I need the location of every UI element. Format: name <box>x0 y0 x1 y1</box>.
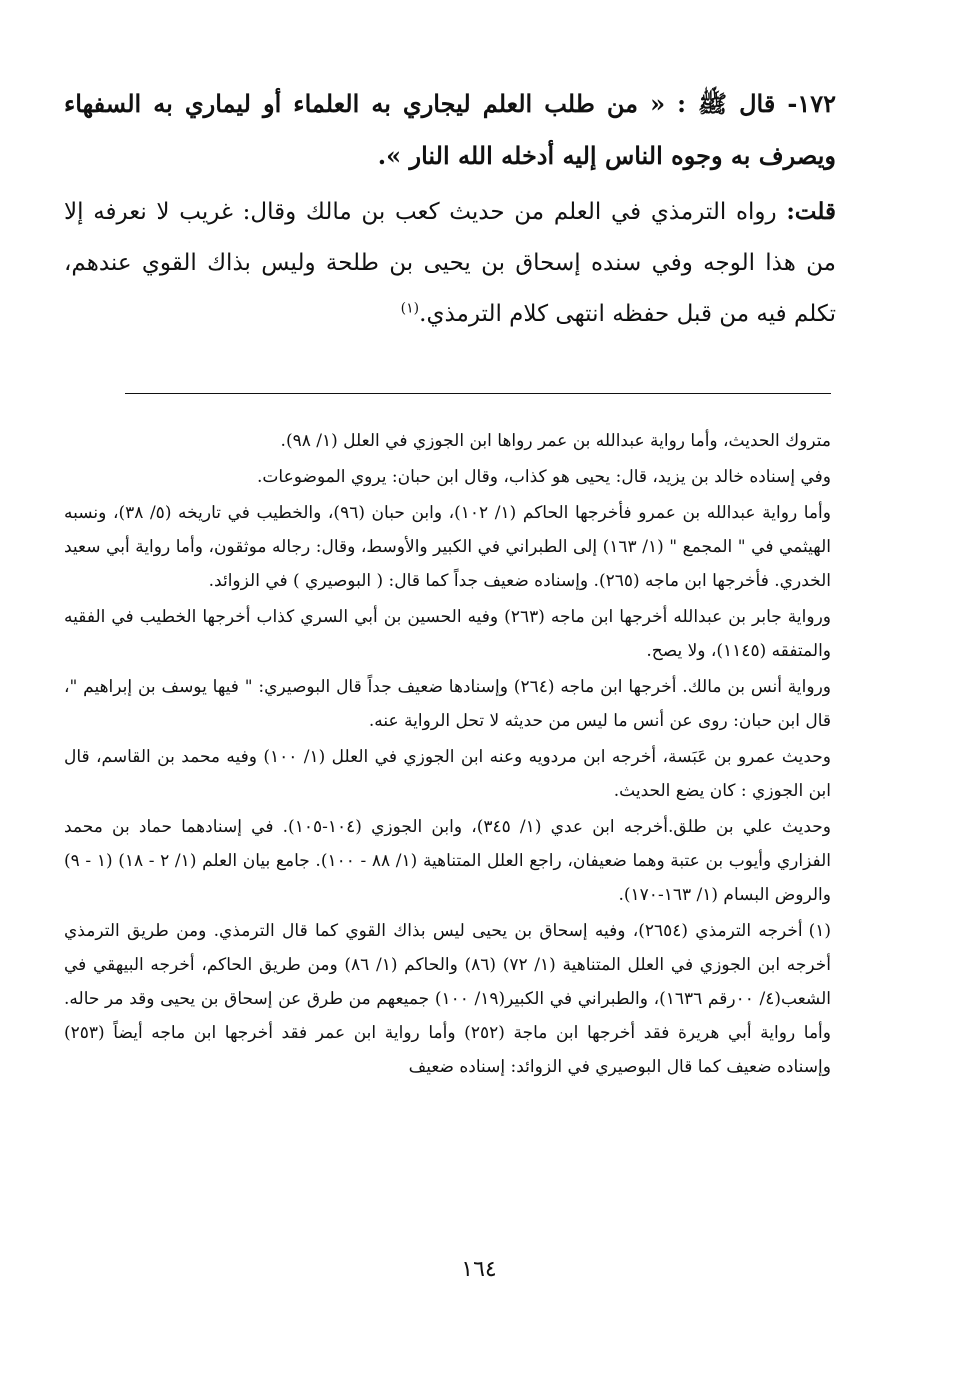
commentary-label: قلت: <box>786 198 836 225</box>
hadith-text: ١٧٢- قال ﷺ : « من طلب العلم ليجاري به العلماء أو ليماري به السفهاء ويصرف به وجوه الناس إليه أدخله الله النار ». <box>64 89 836 170</box>
footnote-divider <box>125 393 831 394</box>
footnote-paragraph: وأما رواية عبدالله بن عمرو فأخرجها الحاكم (١/ ١٠٢)، وابن حبان (٩٦)، والخطيب في تاريخه (٥/ ٣٨)، ونسبه الهيثمي في " المجمع " (١/ ١٦٣) إلى الطبراني في الكبير والأوسط، وقال: رجاله موثقون، وأما رواية أبي سعيد الخدري. فأخرجها ابن ماجه (٢٦٥). وإسناده ضعيف جداً كما قال: ( البوصيري ) في الزوائد. <box>64 503 831 591</box>
footnote-paragraph: وحديث عمرو بن عَبَسة، أخرجه ابن مردويه وعنه ابن الجوزي في العلل (١/ ١٠٠) وفيه محمد بن القاسم، قال ابن الجوزي : كان يضع الحديث. <box>64 747 831 801</box>
footnote-1-number: (١) <box>808 921 831 941</box>
footnote-paragraph: ورواية جابر بن عبدالله أخرجها ابن ماجه (٢٦٣) وفيه الحسين بن أبي السري كذاب أخرجها الخطيب في الفقيه والمتفقه (١١٤٥)، ولا يصح. <box>64 607 831 661</box>
footnote-reference[interactable]: (١) <box>400 300 420 317</box>
commentary-text: رواه الترمذي في العلم من حديث كعب بن مالك وقال: غريب لا نعرفه إلا من هذا الوجه وفي سنده إسحاق بن يحيى بن طلحة وليس بذاك القوي عندهم، تكلم فيه من قبل حفظه انتهى كلام الترمذي. <box>64 199 836 327</box>
footnote-paragraph: وفي إسناده خالد بن يزيد، قال: يحيى هو كذاب، وقال ابن حبان: يروي الموضوعات. <box>257 467 831 487</box>
commentary-paragraph <box>64 186 836 340</box>
footnotes-section <box>64 424 831 1086</box>
footnote-1-text: أخرجه الترمذي (٢٦٥٤)، وفيه إسحاق بن يحيى ليس بذاك القوي كما قال الترمذي. ومن طريق الترمذي أخرجه ابن الجوزي في العلل المتناهية (١/ ٧٢) (٨٦) والحاكم (١/ ٨٦) ومن طريق الحاكم، أخرجه البيهقي في الشعب(٤/ ٠٠رقم ١٦٣٦)، والطبراني في الكبير(١٩/ ١٠٠) جميعهم من طرق عن إسحاق بن يحيى وقد مر حاله. وأما رواية أبي هريرة فقد أخرجها ابن ماجة (٢٥٢) وأما رواية ابن عمر فقد أخرجها ابن ماجه أيضاً (٢٥٣) وإسناده ضعيف كما قال البوصيري في الزوائد: إسناده ضعيف <box>64 921 831 1077</box>
page-number: ١٦٤ <box>461 1257 497 1282</box>
footnote-paragraph: ورواية أنس بن مالك. أخرجها ابن ماجه (٢٦٤) وإسنادها ضعيف جداً قال البوصيري: " فيها يوسف بن إبراهيم "، قال ابن حبان: روى عن أنس ما ليس من حديثه لا تحل الرواية عنه. <box>64 677 832 731</box>
footnote-1 <box>64 914 831 1084</box>
main-text <box>64 78 836 340</box>
footnote-paragraph: وحديث علي بن طلق.أخرجه ابن عدي (١/ ٣٤٥)، وابن الجوزي (١٠٤-١٠٥). في إسنادهما حماد بن محمد الفزاري وأيوب بن عتبة وهما ضعيفان، راجع العلل المتناهية (١/ ٨٨ - ١٠٠). جامع بيان العلم (١/ ٢ - ١٨) (١ - ٩) والروض البسام (١/ ١٦٣-١٧٠). <box>64 817 831 905</box>
footnote-paragraph: متروك الحديث، وأما رواية عبدالله بن عمر رواها ابن الجوزي في العلل (١/ ٩٨). <box>280 431 831 451</box>
